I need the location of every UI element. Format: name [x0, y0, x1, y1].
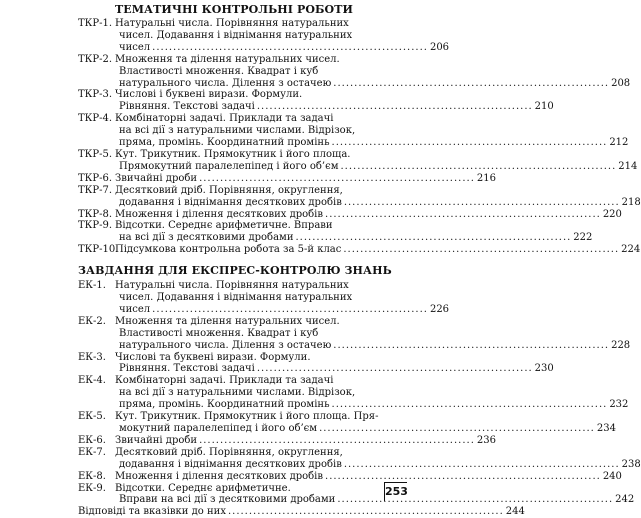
- dot-leader: ..................................................................: [256, 101, 533, 113]
- list-item: [78, 411, 616, 435]
- entry-code: ТКР-9.: [78, 220, 113, 232]
- entry-title-line: додавання і віднімання десяткових дробів: [119, 458, 342, 470]
- entry-code: ТКР-8.: [78, 208, 113, 220]
- entry-code: ТКР-4.: [78, 113, 113, 125]
- entry-title-line: Множення і ділення десяткових дробів: [115, 208, 324, 220]
- entry-title-line: Числові і буквені вирази. Формули.: [115, 89, 303, 101]
- list-item: [78, 18, 450, 54]
- list-item: [78, 113, 629, 149]
- list-item: [78, 470, 622, 483]
- list-item: [78, 351, 554, 376]
- entry-title-line: Рівняння. Текстові задачі: [119, 101, 255, 113]
- entry-page: 216: [476, 172, 496, 184]
- dot-leader: ..................................................................: [152, 303, 428, 315]
- dot-leader: ..................................................................: [319, 423, 595, 434]
- list-item: [78, 375, 629, 411]
- entry-page: 236: [476, 434, 496, 446]
- entry-title-line: Підсумкова контрольна робота за 5-й клас: [115, 244, 342, 256]
- entry-title-line: на всі дії з натуральними числами. Відрізок,: [119, 125, 356, 137]
- list-item: [78, 446, 641, 471]
- section-title-express: ЗАВДАННЯ ДЛЯ ЕКСПРЕС-КОНТРОЛЮ ЗНАНЬ: [78, 264, 392, 278]
- entry-page: 226: [429, 303, 450, 315]
- dot-leader: ..................................................................: [333, 339, 610, 351]
- dot-leader: ..................................................................: [152, 41, 428, 53]
- entry-code: ЕК-3.: [78, 351, 106, 363]
- entry-page: 228: [611, 339, 631, 351]
- entry-title-line: Кут. Трикутник. Прямокутник і його площа.: [115, 148, 351, 160]
- list-item: [78, 280, 450, 316]
- dot-leader: ..................................................................: [343, 458, 620, 470]
- list-item: [78, 220, 593, 244]
- entry-title-line: чисел. Додавання і віднімання натуральних: [119, 29, 353, 41]
- list-item: [78, 53, 631, 90]
- entry-code: ТКР-5.: [78, 148, 113, 160]
- entry-page: 242: [615, 494, 635, 506]
- entry-code: ЕК-2.: [78, 315, 106, 327]
- entry-page: 210: [534, 101, 554, 113]
- dot-leader: ..................................................................: [295, 232, 572, 244]
- entry-code: ТКР-7.: [78, 184, 113, 196]
- entry-page: 206: [429, 41, 450, 53]
- list-item: [78, 315, 631, 352]
- answers-page: 244: [505, 506, 525, 518]
- entry-page: 208: [611, 77, 631, 89]
- entry-title-line: Десятковий дріб. Порівняння, округлення,: [115, 446, 343, 458]
- entry-page: 238: [621, 458, 641, 470]
- entry-code: ТКР-6.: [78, 172, 113, 184]
- entry-title-line: мокутний паралелепіпед і його об’єм: [119, 423, 318, 434]
- entry-title-line: натурального числа. Ділення з остачею: [119, 77, 332, 89]
- entry-title-line: Звичайні дроби: [115, 172, 198, 184]
- entry-code: ЕК-7.: [78, 446, 106, 458]
- entry-page: 240: [602, 470, 622, 482]
- entry-title-line: чисел. Додавання і віднімання натуральних: [119, 292, 353, 304]
- list-item: [78, 172, 496, 185]
- entry-page: 218: [621, 196, 641, 208]
- dot-leader: ..................................................................: [325, 470, 601, 482]
- entry-code: ЕК-8.: [78, 470, 106, 482]
- entry-title-line: Множення та ділення натуральних чисел.: [115, 53, 340, 65]
- entry-code: ЕК-6.: [78, 434, 106, 446]
- section-title-tests: ТЕМАТИЧНІ КОНТРОЛЬНІ РОБОТИ: [114, 3, 353, 16]
- dot-leader: ..................................................................: [199, 172, 475, 184]
- dot-leader: ..................................................................: [343, 244, 620, 256]
- entry-title-line: Вправи на всі дії з десятковими дробами: [119, 494, 336, 506]
- entry-title-line: Відсотки. Середнє арифметичне. Вправи: [115, 220, 333, 232]
- entry-title-line: Натуральні числа. Порівняння натуральних: [115, 280, 349, 292]
- entry-code: ТКР-1.: [78, 18, 113, 29]
- entry-title-line: Множення і ділення десяткових дробів: [115, 470, 324, 482]
- dot-leader: ..................................................................: [343, 196, 620, 208]
- list-item: [78, 208, 622, 221]
- entry-title-line: Натуральні числа. Порівняння натуральних: [115, 18, 349, 29]
- entry-title-line: Десятковий дріб. Порівняння, округлення,: [115, 184, 343, 196]
- entry-code: ЕК-1.: [78, 280, 106, 292]
- entry-code: ТКР-3.: [78, 89, 113, 101]
- list-item-answers: [78, 506, 525, 518]
- dot-leader: ..................................................................: [340, 160, 617, 172]
- entry-page: 234: [596, 423, 616, 434]
- dot-leader: ..................................................................: [199, 434, 475, 446]
- list-item: [78, 89, 554, 113]
- entry-title-line: Кут. Трикутник. Прямокутник і його площа. Пря-: [115, 411, 379, 423]
- entry-code: ТКР-2.: [78, 53, 113, 65]
- dot-leader: ..................................................................: [325, 208, 601, 220]
- entry-title-line: на всі дії з натуральними числами. Відрізок,: [119, 387, 356, 399]
- dot-leader: ..................................................................: [337, 494, 614, 506]
- dot-leader: ..................................................................: [331, 137, 608, 149]
- entry-title-line: Прямокутний паралелепіпед і його об’єм: [119, 160, 339, 172]
- entry-title-line: чисел: [119, 303, 151, 315]
- tests-list: [78, 18, 641, 256]
- entry-page: 222: [573, 232, 593, 244]
- entry-title-line: Комбінаторні задачі. Приклади та задачі: [115, 113, 334, 125]
- entry-title-line: Комбінаторні задачі. Приклади та задачі: [115, 375, 334, 387]
- list-item: [78, 244, 641, 256]
- list-item: [78, 148, 638, 173]
- entry-title-line: Властивості множення. Квадрат і куб: [119, 65, 319, 77]
- entry-title-line: чисел: [119, 41, 151, 53]
- entry-page: 214: [618, 160, 638, 172]
- entry-page: 230: [534, 363, 554, 375]
- entry-code: ТКР-10.: [78, 244, 119, 256]
- entry-title-line: Числові та буквені вирази. Формули.: [115, 351, 311, 363]
- list-item: [78, 434, 496, 447]
- entry-page: 212: [609, 137, 629, 149]
- list-item: [78, 184, 641, 209]
- entry-title-line: Множення та ділення натуральних чисел.: [115, 315, 340, 327]
- dot-leader: ..................................................................: [331, 399, 608, 411]
- entry-title-line: пряма, промінь. Координатний промінь: [119, 137, 330, 149]
- entry-title-line: натурального числа. Ділення з остачею: [119, 339, 332, 351]
- dot-leader: ..................................................................: [333, 77, 610, 89]
- entry-page: 224: [621, 244, 641, 256]
- dot-leader: ..................................................................: [256, 363, 533, 375]
- entry-code: ЕК-5.: [78, 411, 106, 423]
- entry-title-line: Властивості множення. Квадрат і куб: [119, 327, 319, 339]
- entry-title-line: Рівняння. Текстові задачі: [119, 363, 255, 375]
- entry-page: 220: [602, 208, 622, 220]
- dot-leader: ..................................................................: [227, 506, 504, 518]
- entry-page: 232: [609, 399, 629, 411]
- entry-title-line: Звичайні дроби: [115, 434, 198, 446]
- entry-code: ЕК-4.: [78, 375, 106, 387]
- entry-title-line: пряма, промінь. Координатний промінь: [119, 399, 330, 411]
- page-number: 253: [384, 482, 407, 501]
- entry-code: ЕК-9.: [78, 482, 106, 494]
- entry-title-line: додавання і віднімання десяткових дробів: [119, 196, 342, 208]
- entry-title-line: Відсотки. Середнє арифметичне.: [115, 482, 291, 494]
- entry-title-line: на всі дії з десятковими дробами: [119, 232, 294, 244]
- answers-label: Відповіді та вказівки до них: [78, 506, 226, 518]
